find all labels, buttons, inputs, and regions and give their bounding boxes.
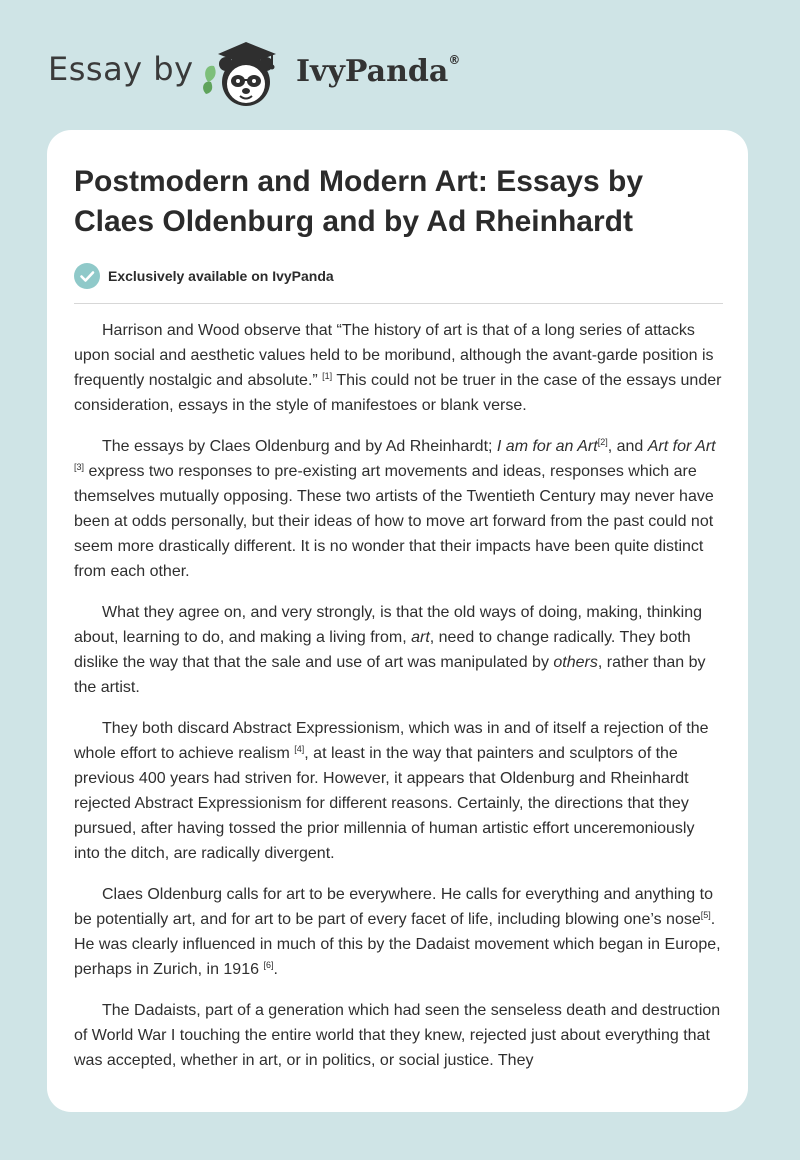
paragraph: Harrison and Wood observe that “The history of art is that of a long series of attacks upon social and aesthetic values held to be moribund, although the avant-garde position is frequently nostalgic and absolute.” [1] This could not be truer in the case of the essays under consideration, essays in the style of manifestoes or blank verse. — [74, 322, 722, 414]
footnote-ref[interactable]: [4] — [294, 744, 305, 754]
footnote-ref[interactable]: [6] — [263, 960, 274, 970]
site-header — [0, 0, 800, 130]
exclusive-badge-text: Exclusively available on IvyPanda — [108, 268, 334, 284]
essay-body — [74, 318, 724, 1089]
page-title: Postmodern and Modern Art: Essays by Claes Oldenburg and by Ad Rheinhardt — [74, 165, 644, 238]
paragraph: What they agree on, and very strongly, is that the old ways of doing, making, thinking about, learning to do, and making a living from, art, need to change radically. They both dislike the way that that the sale and use of art was manipulated by others, rather than by the artist. — [74, 604, 706, 696]
essay-by-label: Essay by — [48, 50, 194, 88]
panda-graduate-icon — [200, 34, 292, 110]
paragraph: The essays by Claes Oldenburg and by Ad Rheinhardt; I am for an Art[2], and Art for Art [3] express two responses to pre-existing art movements and ideas, responses which are themselves mutually opposing. These two artists of the Twentieth Century may never have been at odds personally, but their ideas of how to move art forward from the past could not seem more drastically different. It is no wonder that their impacts have been quite distinct from each other. — [74, 437, 716, 580]
paragraph: They both discard Abstract Expressionism, which was in and of itself a rejection of the whole effort to achieve realism [4], at least in the way that painters and sculptors of the previous 400 years had striven for. However, it appears that Oldenburg and Rheinhardt rejected Abstract Expressionism for different reasons. Certainly, the directions that they pursued, after having tossed the prior millennia of human artistic effort unceremoniously into the ditch, are radically divergent. — [74, 720, 709, 862]
footnote-ref[interactable]: [2] — [597, 437, 608, 447]
essay-title: I am for an Art — [496, 438, 598, 455]
paragraph: Claes Oldenburg calls for art to be everywhere. He calls for everything and anything to be potentially art, and for art to be part of every facet of life, including blowing one’s nose[5]. He was clearly influenced in much of this by the Dadaist movement which began in Europe, perhaps in Zurich, in 1916 [6]. — [74, 886, 721, 978]
brand-logo[interactable] — [296, 54, 460, 89]
footnote-ref[interactable]: [3] — [74, 462, 85, 472]
check-circle-icon — [74, 263, 100, 289]
paragraph: The Dadaists, part of a generation which had seen the senseless death and destruction of World War I touching the entire world that they knew, rejected just about everything that was accepted, whether in art, or in politics, or social justice. They — [74, 1002, 721, 1069]
essay-card — [47, 130, 748, 1112]
divider — [74, 303, 723, 304]
footnote-ref[interactable]: [1] — [322, 371, 333, 381]
registered-mark: ® — [448, 53, 461, 67]
footnote-ref[interactable]: [5] — [700, 910, 711, 920]
brand-name: IvyPanda — [296, 54, 449, 89]
essay-title: Art for Art — [647, 438, 716, 455]
